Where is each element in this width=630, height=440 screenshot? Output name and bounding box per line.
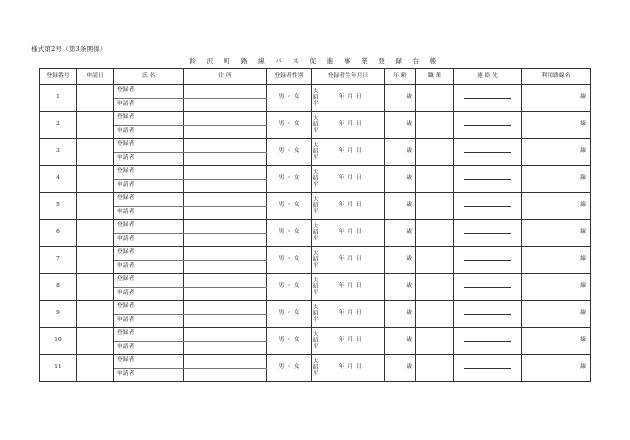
birth-date-text: 年 月 日 xyxy=(338,148,363,155)
birth-date-text: 年 月 日 xyxy=(338,364,363,371)
contact-cell[interactable] xyxy=(454,85,522,112)
birth-date-cell[interactable] xyxy=(312,139,385,166)
application-date-cell[interactable] xyxy=(77,301,114,328)
era-option[interactable]: 平 xyxy=(313,317,319,324)
registration-number-cell: 5 xyxy=(40,193,77,220)
gender-cell[interactable]: 男 ・ 女 xyxy=(267,193,312,220)
occupation-cell[interactable] xyxy=(416,139,454,166)
applicant-address-cell[interactable] xyxy=(184,341,267,355)
route-name-cell[interactable]: 線 xyxy=(522,85,591,112)
applicant-address-cell[interactable] xyxy=(184,368,267,382)
birth-date-cell[interactable] xyxy=(312,301,385,328)
col-header-application-date: 申請日 xyxy=(77,69,114,85)
registrant-address-cell[interactable] xyxy=(184,301,267,315)
route-name-cell[interactable]: 線 xyxy=(522,355,591,382)
contact-divider xyxy=(464,206,511,207)
contact-cell[interactable] xyxy=(454,355,522,382)
registration-number-cell: 3 xyxy=(40,139,77,166)
age-cell[interactable]: 歳 xyxy=(385,247,416,274)
era-option[interactable]: 昭 xyxy=(313,364,319,371)
era-options xyxy=(313,143,319,161)
era-options xyxy=(313,224,319,242)
registration-number-cell: 9 xyxy=(40,301,77,328)
era-option[interactable]: 昭 xyxy=(313,148,319,155)
route-name-cell[interactable]: 線 xyxy=(522,166,591,193)
header-row xyxy=(40,69,591,85)
gender-cell[interactable]: 男 ・ 女 xyxy=(267,328,312,355)
registrant-address-cell[interactable] xyxy=(184,328,267,342)
birth-date-wrap xyxy=(313,328,384,354)
age-cell[interactable]: 歳 xyxy=(385,166,416,193)
gender-cell[interactable]: 男 ・ 女 xyxy=(267,301,312,328)
applicant-name-cell[interactable]: 申請者 xyxy=(114,206,184,220)
era-option[interactable]: 平 xyxy=(313,182,319,189)
registration-number-cell: 6 xyxy=(40,220,77,247)
applicant-name-cell[interactable]: 申請者 xyxy=(114,368,184,382)
registration-number-cell: 8 xyxy=(40,274,77,301)
table-row xyxy=(40,139,591,153)
registrant-address-cell[interactable] xyxy=(184,166,267,180)
era-options xyxy=(313,359,319,377)
contact-cell[interactable] xyxy=(454,193,522,220)
occupation-cell[interactable] xyxy=(416,85,454,112)
applicant-name-cell[interactable]: 申請者 xyxy=(114,314,184,328)
contact-divider xyxy=(464,260,511,261)
route-name-cell[interactable]: 線 xyxy=(522,274,591,301)
registration-table xyxy=(39,68,591,382)
era-option[interactable]: 大 xyxy=(313,169,319,176)
application-date-cell[interactable] xyxy=(77,139,114,166)
route-name-cell[interactable]: 線 xyxy=(522,139,591,166)
era-option[interactable]: 昭 xyxy=(313,175,319,182)
applicant-address-cell[interactable] xyxy=(184,152,267,166)
applicant-address-cell[interactable] xyxy=(184,125,267,139)
era-option[interactable]: 昭 xyxy=(313,121,319,128)
registrant-address-cell[interactable] xyxy=(184,193,267,207)
era-option[interactable]: 大 xyxy=(313,250,319,257)
applicant-name-cell[interactable]: 申請者 xyxy=(114,179,184,193)
applicant-address-cell[interactable] xyxy=(184,287,267,301)
applicant-name-cell[interactable]: 申請者 xyxy=(114,98,184,112)
contact-cell[interactable] xyxy=(454,274,522,301)
contact-divider xyxy=(464,98,511,99)
era-option[interactable]: 大 xyxy=(313,196,319,203)
applicant-name-cell[interactable]: 申請者 xyxy=(114,125,184,139)
era-option[interactable]: 大 xyxy=(313,304,319,311)
era-option[interactable]: 平 xyxy=(313,371,319,378)
route-name-cell[interactable]: 線 xyxy=(522,112,591,139)
era-option[interactable]: 大 xyxy=(313,358,319,365)
era-option[interactable]: 昭 xyxy=(313,337,319,344)
age-cell[interactable]: 歳 xyxy=(385,355,416,382)
birth-date-cell[interactable] xyxy=(312,355,385,382)
birth-date-wrap xyxy=(313,166,384,192)
table-row xyxy=(40,355,591,369)
applicant-address-cell[interactable] xyxy=(184,206,267,220)
contact-cell[interactable] xyxy=(454,166,522,193)
birth-date-wrap xyxy=(313,274,384,300)
applicant-name-cell[interactable]: 申請者 xyxy=(114,260,184,274)
birth-date-wrap xyxy=(313,85,384,111)
occupation-cell[interactable] xyxy=(416,193,454,220)
era-option[interactable]: 昭 xyxy=(313,202,319,209)
birth-date-wrap xyxy=(313,301,384,327)
age-cell[interactable]: 歳 xyxy=(385,220,416,247)
col-header-birth-date: 登録者生年月日 xyxy=(312,69,385,85)
registrant-name-cell[interactable]: 登録者 xyxy=(114,220,184,234)
registrant-address-cell[interactable] xyxy=(184,247,267,261)
contact-divider xyxy=(464,125,511,126)
birth-date-wrap xyxy=(313,193,384,219)
gender-cell[interactable]: 男 ・ 女 xyxy=(267,112,312,139)
registrant-address-cell[interactable] xyxy=(184,355,267,369)
occupation-cell[interactable] xyxy=(416,112,454,139)
age-cell[interactable]: 歳 xyxy=(385,328,416,355)
table-row xyxy=(40,247,591,261)
birth-date-cell[interactable] xyxy=(312,328,385,355)
contact-divider xyxy=(464,314,511,315)
era-option[interactable]: 昭 xyxy=(313,229,319,236)
contact-cell[interactable] xyxy=(454,139,522,166)
register-body xyxy=(40,85,591,382)
era-option[interactable]: 昭 xyxy=(313,256,319,263)
applicant-name-cell[interactable]: 申請者 xyxy=(114,287,184,301)
contact-divider xyxy=(464,341,511,342)
birth-date-cell[interactable] xyxy=(312,247,385,274)
col-header-gender: 登録者性別 xyxy=(267,69,312,85)
registrant-name-cell[interactable]: 登録者 xyxy=(114,85,184,99)
contact-divider xyxy=(464,287,511,288)
age-cell[interactable]: 歳 xyxy=(385,85,416,112)
birth-date-text: 年 月 日 xyxy=(338,229,363,236)
route-name-cell[interactable]: 線 xyxy=(522,220,591,247)
era-options xyxy=(313,305,319,323)
birth-date-text: 年 月 日 xyxy=(338,337,363,344)
col-header-route-name: 利用路線名 xyxy=(522,69,591,85)
registration-number-cell: 10 xyxy=(40,328,77,355)
registration-number-cell: 1 xyxy=(40,85,77,112)
table-row xyxy=(40,193,591,207)
era-option[interactable]: 大 xyxy=(313,142,319,149)
registrant-name-cell[interactable]: 登録者 xyxy=(114,193,184,207)
birth-date-text: 年 月 日 xyxy=(338,94,363,101)
birth-date-text: 年 月 日 xyxy=(338,202,363,209)
application-date-cell[interactable] xyxy=(77,166,114,193)
table-row xyxy=(40,328,591,342)
application-date-cell[interactable] xyxy=(77,112,114,139)
birth-date-text: 年 月 日 xyxy=(338,256,363,263)
era-option[interactable]: 平 xyxy=(313,155,319,162)
birth-date-cell[interactable] xyxy=(312,193,385,220)
applicant-address-cell[interactable] xyxy=(184,233,267,247)
application-date-cell[interactable] xyxy=(77,274,114,301)
era-options xyxy=(313,170,319,188)
era-option[interactable]: 大 xyxy=(313,277,319,284)
contact-cell[interactable] xyxy=(454,220,522,247)
birth-date-cell[interactable] xyxy=(312,166,385,193)
era-options xyxy=(313,116,319,134)
gender-cell[interactable]: 男 ・ 女 xyxy=(267,139,312,166)
form-number: 様式第2号（第3条関係） xyxy=(31,45,107,53)
contact-divider xyxy=(464,233,511,234)
registrant-address-cell[interactable] xyxy=(184,139,267,153)
era-option[interactable]: 平 xyxy=(313,101,319,108)
contact-cell[interactable] xyxy=(454,328,522,355)
birth-date-text: 年 月 日 xyxy=(338,310,363,317)
birth-date-wrap xyxy=(313,355,384,381)
applicant-address-cell[interactable] xyxy=(184,98,267,112)
route-name-cell[interactable]: 線 xyxy=(522,193,591,220)
gender-cell[interactable]: 男 ・ 女 xyxy=(267,274,312,301)
table-row xyxy=(40,220,591,234)
era-option[interactable]: 昭 xyxy=(313,283,319,290)
occupation-cell[interactable] xyxy=(416,301,454,328)
registrant-name-cell[interactable]: 登録者 xyxy=(114,301,184,315)
birth-date-wrap xyxy=(313,247,384,273)
birth-date-cell[interactable] xyxy=(312,112,385,139)
applicant-address-cell[interactable] xyxy=(184,179,267,193)
table-row xyxy=(40,274,591,288)
occupation-cell[interactable] xyxy=(416,355,454,382)
col-header-contact: 連 絡 先 xyxy=(454,69,522,85)
birth-date-wrap xyxy=(313,139,384,165)
gender-cell[interactable]: 男 ・ 女 xyxy=(267,85,312,112)
era-option[interactable]: 平 xyxy=(313,236,319,243)
era-option[interactable]: 大 xyxy=(313,331,319,338)
registrant-name-cell[interactable]: 登録者 xyxy=(114,274,184,288)
document-title: 鈴 沢 町 路 線 バ ス 促 進 事 業 登 録 台 帳 xyxy=(189,57,441,65)
era-option[interactable]: 大 xyxy=(313,115,319,122)
era-options xyxy=(313,197,319,215)
era-option[interactable]: 平 xyxy=(313,290,319,297)
registrant-address-cell[interactable] xyxy=(184,220,267,234)
contact-cell[interactable] xyxy=(454,247,522,274)
application-date-cell[interactable] xyxy=(77,247,114,274)
era-option[interactable]: 昭 xyxy=(313,310,319,317)
col-header-name: 氏 名 xyxy=(114,69,184,85)
application-date-cell[interactable] xyxy=(77,85,114,112)
registrant-name-cell[interactable]: 登録者 xyxy=(114,139,184,153)
era-option[interactable]: 大 xyxy=(313,88,319,95)
registrant-name-cell[interactable]: 登録者 xyxy=(114,247,184,261)
era-option[interactable]: 大 xyxy=(313,223,319,230)
applicant-address-cell[interactable] xyxy=(184,260,267,274)
birth-date-text: 年 月 日 xyxy=(338,283,363,290)
birth-date-cell[interactable] xyxy=(312,85,385,112)
era-option[interactable]: 昭 xyxy=(313,94,319,101)
occupation-cell[interactable] xyxy=(416,328,454,355)
era-options xyxy=(313,278,319,296)
contact-cell[interactable] xyxy=(454,112,522,139)
table-row xyxy=(40,166,591,180)
era-option[interactable]: 平 xyxy=(313,344,319,351)
age-cell[interactable]: 歳 xyxy=(385,301,416,328)
era-option[interactable]: 平 xyxy=(313,128,319,135)
gender-cell[interactable]: 男 ・ 女 xyxy=(267,220,312,247)
gender-cell[interactable]: 男 ・ 女 xyxy=(267,166,312,193)
age-cell[interactable]: 歳 xyxy=(385,139,416,166)
birth-date-wrap xyxy=(313,220,384,246)
era-options xyxy=(313,89,319,107)
registration-number-cell: 2 xyxy=(40,112,77,139)
table-row xyxy=(40,301,591,315)
birth-date-text: 年 月 日 xyxy=(338,175,363,182)
route-name-cell[interactable]: 線 xyxy=(522,247,591,274)
gender-cell[interactable]: 男 ・ 女 xyxy=(267,355,312,382)
gender-cell[interactable]: 男 ・ 女 xyxy=(267,247,312,274)
registration-number-cell: 4 xyxy=(40,166,77,193)
application-date-cell[interactable] xyxy=(77,355,114,382)
era-option[interactable]: 平 xyxy=(313,263,319,270)
registrant-address-cell[interactable] xyxy=(184,274,267,288)
application-date-cell[interactable] xyxy=(77,220,114,247)
age-cell[interactable]: 歳 xyxy=(385,112,416,139)
registrant-address-cell[interactable] xyxy=(184,112,267,126)
era-options xyxy=(313,251,319,269)
col-header-age: 年 齢 xyxy=(385,69,416,85)
contact-divider xyxy=(464,368,511,369)
registrant-name-cell[interactable]: 登録者 xyxy=(114,166,184,180)
registration-number-cell: 11 xyxy=(40,355,77,382)
applicant-name-cell[interactable]: 申請者 xyxy=(114,233,184,247)
occupation-cell[interactable] xyxy=(416,274,454,301)
occupation-cell[interactable] xyxy=(416,247,454,274)
application-date-cell[interactable] xyxy=(77,328,114,355)
era-option[interactable]: 平 xyxy=(313,209,319,216)
registration-number-cell: 7 xyxy=(40,247,77,274)
era-options xyxy=(313,332,319,350)
birth-date-cell[interactable] xyxy=(312,274,385,301)
col-header-registration-number: 登録番号 xyxy=(40,69,77,85)
occupation-cell[interactable] xyxy=(416,166,454,193)
occupation-cell[interactable] xyxy=(416,220,454,247)
col-header-occupation: 職 業 xyxy=(416,69,454,85)
table-row xyxy=(40,112,591,126)
col-header-address: 住 所 xyxy=(184,69,267,85)
application-date-cell[interactable] xyxy=(77,193,114,220)
registrant-name-cell[interactable]: 登録者 xyxy=(114,328,184,342)
registrant-address-cell[interactable] xyxy=(184,85,267,99)
birth-date-cell[interactable] xyxy=(312,220,385,247)
route-name-cell[interactable]: 線 xyxy=(522,328,591,355)
applicant-name-cell[interactable]: 申請者 xyxy=(114,341,184,355)
table-row xyxy=(40,85,591,99)
registrant-name-cell[interactable]: 登録者 xyxy=(114,112,184,126)
contact-divider xyxy=(464,179,511,180)
birth-date-text: 年 月 日 xyxy=(338,121,363,128)
birth-date-wrap xyxy=(313,112,384,138)
applicant-name-cell[interactable]: 申請者 xyxy=(114,152,184,166)
contact-cell[interactable] xyxy=(454,301,522,328)
age-cell[interactable]: 歳 xyxy=(385,193,416,220)
applicant-address-cell[interactable] xyxy=(184,314,267,328)
age-cell[interactable]: 歳 xyxy=(385,274,416,301)
registrant-name-cell[interactable]: 登録者 xyxy=(114,355,184,369)
contact-divider xyxy=(464,152,511,153)
route-name-cell[interactable]: 線 xyxy=(522,301,591,328)
